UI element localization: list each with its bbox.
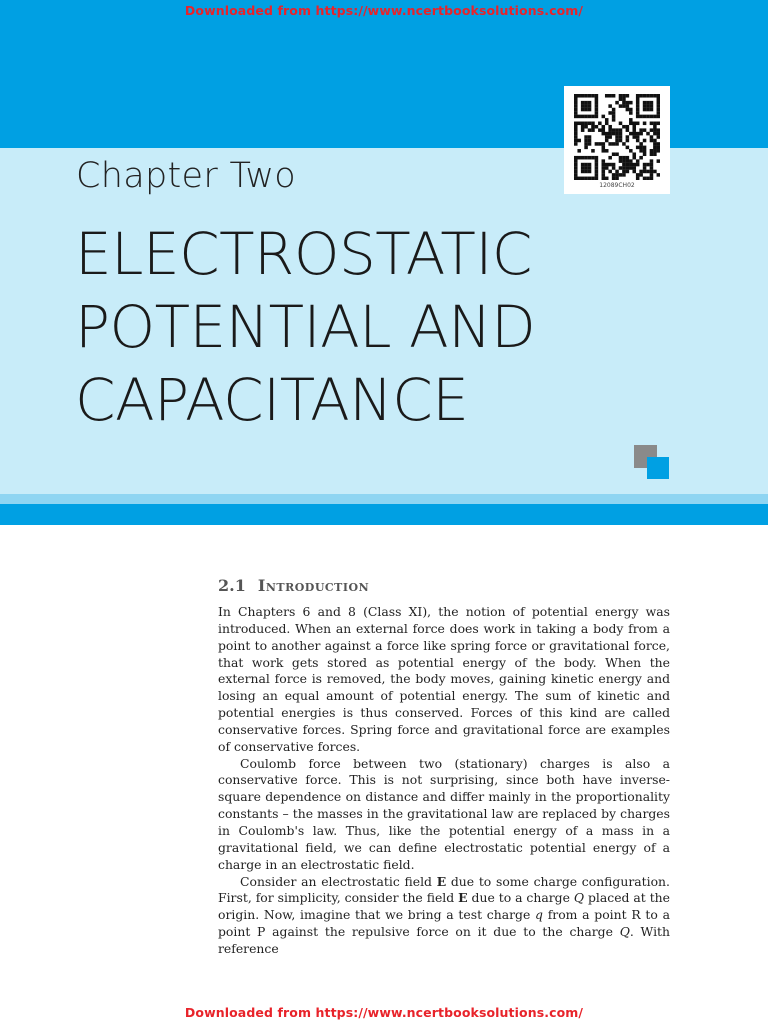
download-source-header[interactable]: Downloaded from https://www.ncertbooksolutions.com/ [184,3,584,18]
paragraph-text: . With reference [218,924,670,956]
paragraph: Coulomb force between two (stationary) charges is also a conservative force. This is not surprising, since both have inverse-square dependence on distance and differ mainly in the proportionality constants – the masses in the gravitational law are replaced by charges in Coulomb's law. Thus, like the potential energy of a mass in a gravitational field, we can define electrostatic potential energy of a charge in an electrostatic field. [218,755,670,872]
vector-symbol: E [436,873,447,889]
paragraph-text: due to a charge [467,890,574,906]
chapter-title-line: ELECTROSTATIC [75,220,532,288]
chapter-label: Chapter Two [76,156,296,196]
paragraph-text: placed at the origin. Now, imagine that we bring a test charge [218,890,670,923]
divider-stripe-light [0,494,768,504]
charge-symbol: Q [619,924,630,940]
qr-code-label: 12089CH02 [599,182,635,189]
body-text [218,604,670,958]
chapter-title-line: POTENTIAL AND [75,293,536,361]
chapter-title-line: CAPACITANCE [75,366,469,434]
charge-symbol: Q [573,890,585,906]
section-heading [218,576,369,595]
paragraph-text: due to some charge configuration. First, for simplicity, consider the field [218,873,670,906]
download-source-footer[interactable]: Downloaded from https://www.ncertbooksolutions.com/ [184,1005,584,1020]
vector-symbol: E [458,890,468,906]
divider-stripe-dark [0,504,768,525]
charge-symbol: q [535,907,543,923]
chapter-title [75,218,635,437]
qr-code-icon [574,94,660,180]
paragraph-text: from a point R to a point P against the repulsive force on it due to the charge [218,907,670,940]
qr-code-box [564,86,670,194]
paragraph-text: Consider an electrostatic field [240,873,437,889]
section-number: 2.1 [218,576,246,595]
decorative-square-blue [647,457,669,479]
section-title: Introduction [257,576,370,595]
paragraph [218,874,670,958]
paragraph: In Chapters 6 and 8 (Class XI), the notion of potential energy was introduced. When an external force does work in taking a body from a point to another against a force like spring force or gravitational force, that work gets stored as potential energy of the body. When the external force is removed, the body moves, gaining kinetic energy and losing an equal amount of potential energy. The sum of kinetic and potential energies is thus conserved. Forces of this kind are called conservative forces. Spring force and gravitational force are examples of conservative forces. [218,604,670,754]
